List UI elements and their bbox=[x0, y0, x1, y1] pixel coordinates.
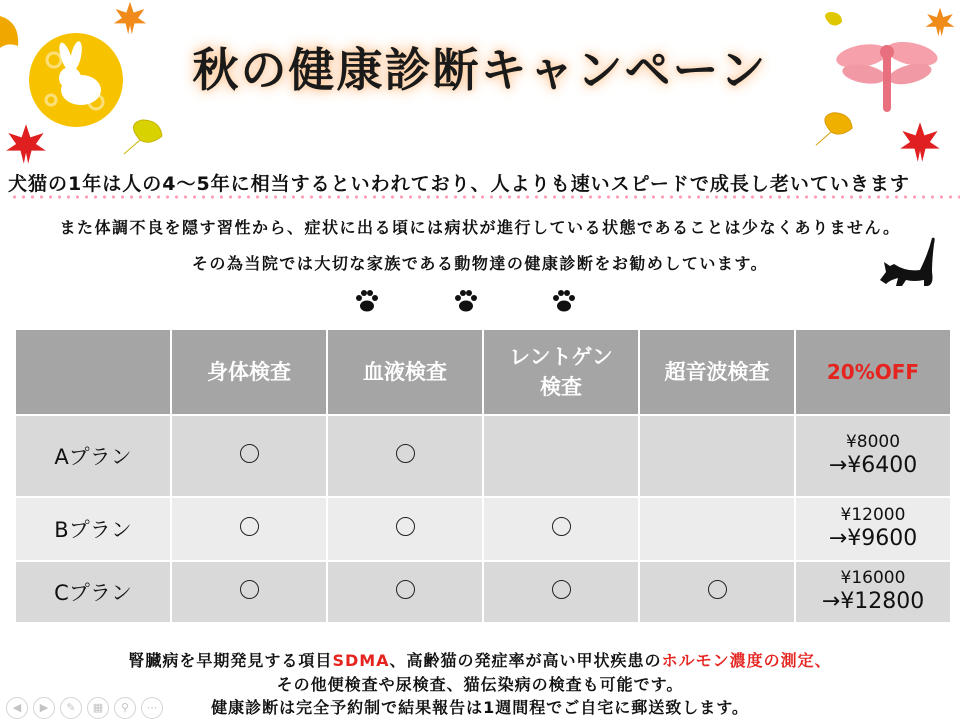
check-cell bbox=[327, 561, 483, 623]
ginkgo-leaf-icon bbox=[812, 108, 856, 152]
header-cell-physical: 身体検査 bbox=[171, 329, 327, 415]
plan-name: Aプラン bbox=[15, 415, 171, 497]
more-icon[interactable]: ⋯ bbox=[141, 697, 163, 719]
slides-icon[interactable]: ▦ bbox=[87, 697, 109, 719]
circle-mark-icon bbox=[240, 580, 259, 599]
check-cell bbox=[639, 561, 795, 623]
circle-mark-icon bbox=[552, 580, 571, 599]
price-cell bbox=[795, 561, 951, 623]
table-row bbox=[15, 561, 951, 623]
prev-icon[interactable]: ◀ bbox=[6, 697, 28, 719]
paw-icon bbox=[551, 288, 577, 314]
check-cell bbox=[171, 561, 327, 623]
zoom-icon[interactable]: ⚲ bbox=[114, 697, 136, 719]
dotted-divider bbox=[10, 195, 960, 199]
ginkgo-leaf-icon bbox=[120, 118, 166, 158]
circle-mark-icon bbox=[240, 444, 259, 463]
check-cell bbox=[483, 561, 639, 623]
table-row bbox=[15, 415, 951, 497]
price-cell bbox=[795, 415, 951, 497]
check-cell bbox=[171, 415, 327, 497]
plan-name: Bプラン bbox=[15, 497, 171, 561]
price-cell bbox=[795, 497, 951, 561]
maple-leaf-icon bbox=[898, 120, 942, 164]
plan-name: Cプラン bbox=[15, 561, 171, 623]
footer-hormone: ホルモン濃度の測定、 bbox=[661, 651, 832, 670]
intro-text-2: また体調不良を隠す習性から、症状に出る頃には病状が進行している状態であることは少なくありません。 bbox=[59, 218, 901, 237]
paw-icon bbox=[354, 288, 380, 314]
plan-table bbox=[14, 328, 952, 624]
page-title: 秋の健康診断キャンペーン bbox=[192, 43, 768, 97]
next-icon[interactable]: ▶ bbox=[33, 697, 55, 719]
header-cell-empty bbox=[15, 329, 171, 415]
header-cell-blood: 血液検査 bbox=[327, 329, 483, 415]
footer-sdma: SDMA bbox=[332, 651, 390, 670]
check-cell bbox=[327, 497, 483, 561]
circle-mark-icon bbox=[396, 580, 415, 599]
check-cell bbox=[483, 497, 639, 561]
circle-mark-icon bbox=[396, 444, 415, 463]
check-cell bbox=[639, 497, 795, 561]
footer-text-3: 健康診断は完全予約制で結果報告は1週間程でご自宅に郵送致します。 bbox=[211, 698, 749, 717]
table-header-row bbox=[15, 329, 951, 415]
paw-icon bbox=[453, 288, 479, 314]
price-original: ¥8000 bbox=[845, 432, 901, 452]
header-cell-xray: レントゲン 検査 bbox=[483, 329, 639, 415]
circle-mark-icon bbox=[708, 580, 727, 599]
pen-icon[interactable]: ✎ bbox=[60, 697, 82, 719]
check-cell bbox=[639, 415, 795, 497]
maple-leaf-icon bbox=[112, 0, 148, 36]
ginkgo-leaf-icon bbox=[818, 10, 844, 36]
footer-text-1a: 腎臓病を早期発見する項目 bbox=[128, 651, 333, 670]
footer-text-1 bbox=[0, 648, 960, 671]
check-cell bbox=[483, 415, 639, 497]
slideshow-toolbar bbox=[6, 697, 163, 721]
price-discounted: →¥9600 bbox=[828, 526, 918, 551]
table-row bbox=[15, 497, 951, 561]
footer-text-2: その他便検査や尿検査、猫伝染病の検査も可能です。 bbox=[276, 675, 684, 694]
check-cell bbox=[171, 497, 327, 561]
intro-text-3: その為当院では大切な家族である動物達の健康診断をお勧めしています。 bbox=[191, 254, 769, 273]
price-original: ¥16000 bbox=[840, 568, 906, 588]
header-cell-ultrasound: 超音波検査 bbox=[639, 329, 795, 415]
price-discounted: →¥12800 bbox=[821, 589, 925, 614]
circle-mark-icon bbox=[240, 517, 259, 536]
circle-mark-icon bbox=[396, 517, 415, 536]
intro-text-1: 犬猫の1年は人の4～5年に相当するといわれており、人よりも速いスピードで成長し老いていきます bbox=[8, 173, 910, 195]
circle-mark-icon bbox=[552, 517, 571, 536]
footer-text-1c: 、高齢猫の発症率が高い甲状疾患の bbox=[389, 651, 662, 670]
maple-leaf-icon bbox=[4, 122, 48, 166]
header-cell-discount: 20%OFF bbox=[795, 329, 951, 415]
check-cell bbox=[327, 415, 483, 497]
price-original: ¥12000 bbox=[840, 505, 906, 525]
price-discounted: →¥6400 bbox=[828, 453, 918, 478]
